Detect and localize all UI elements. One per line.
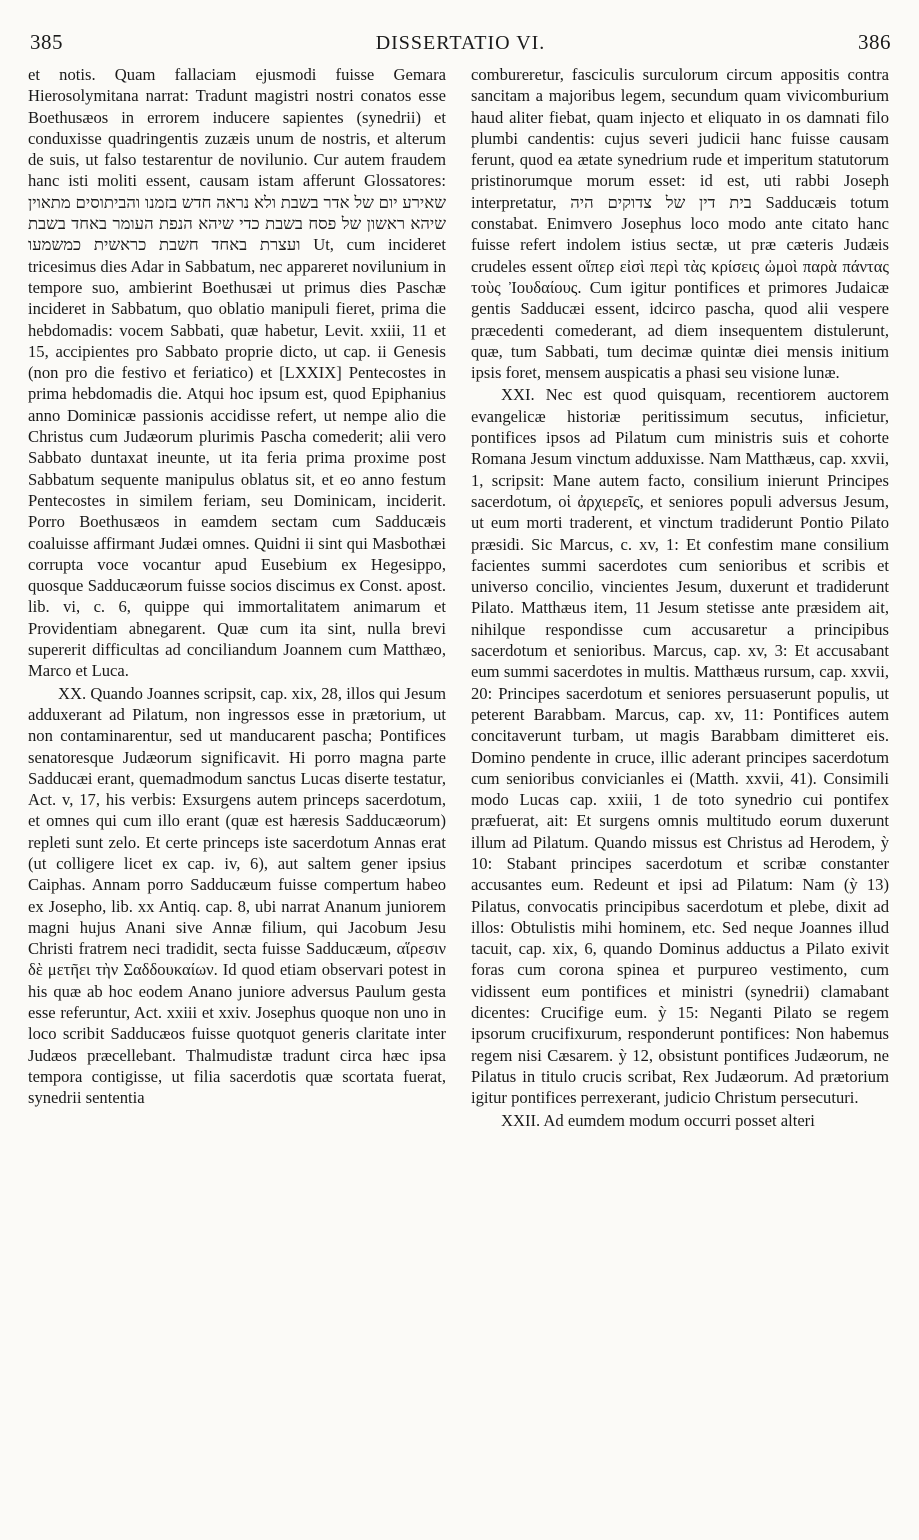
left-column [28, 64, 446, 1109]
page-number-right: 386 [857, 30, 891, 54]
paragraph-xxii: XXII. Ad eumdem modum occurri posset alteri [501, 1110, 815, 1130]
running-header [30, 30, 891, 60]
right-column [471, 64, 889, 1131]
paragraph: et notis. Quam fallaciam ejusmodi fuisse Gemara Hierosolymitana narrat: Tradunt magistri nostri conatos esse Boethusæos in errorem inducere sapientes (synedrii) et conduxisse quadringentis zuzæis unum de nostris, et alterum de suis, ut falso testarentur de novilunio. Cur autem fraudem hanc isti moliti essent, causam istam afferunt Glossatores: שאירע יום של אדר בשבת ולא נראה חדש בזמנו והביתוסים מתאוין שיהא ראשון של פסח בשבת כדי שיהא הנפת העומר באחד בשבת ועצרת באחד חשבת כראשית כמשמעו Ut, cum incideret tricesimus dies Adar in Sabbatum, nec appareret novilunium in tempore suo, ambierint Boethusæi ut primus dies Paschæ incideret in Sabbatum, quo oblatio manipuli fieret, prima die hebdomadis: vocem Sabbati, quæ habetur, Levit. xxiii, 11 et 15, accipientes pro Sabbato proprie dicto, ut cap. ii Genesis (non pro die festivo et feriatico) et [LXXIX] Pentecostes in prima hebdomadis die. Atqui hoc ipsum est, quod Epiphanius anno Dominicæ passionis accidisse refert, ut nempe alio die Christus cum Judæorum plurimis Pascha comederit; alii vero Sabbato duntaxat ineunte, ut ita feria prima proxime post Sabbatum sequente manipulus oblatus sit, et eo anno festum Pentecostes in similem feriam, seu Dominicam, inciderit. Porro Boethusæos in eamdem sectam cum Sadducæis coaluisse affirmant Judæi omnes. Quidni ii sint qui Masbothæi corrupta voce vocantur apud Eusebium ex Hegesippo, quosque Sadducæorum fuisse socios discimus ex Const. apost. lib. vi, c. 6, quippe qui immortalitatem animarum et Providentiam abnegarent. Quæ cum ita sint, nulla brevi supererit difficultas ad conciliandum Joannem cum Matthæo, Marco et Luca. [28, 65, 446, 681]
running-title: DISSERTATIO VI. [375, 32, 546, 54]
paragraph-xxi: XXI. Nec est quod quisquam, recentiorem auctorem evangelicæ historiæ peritissimum secutus, inficietur, pontifices ipsos ad Pilatum cum ministris suis et cohorte Romana Jesum vinctum adduxisse. Nam Matthæus, cap. xxvii, 1, scripsit: Mane autem facto, consilium inierunt Principes sacerdotum, οἱ ἀρχιερεῖς, et seniores populi adversus Jesum, ut eum morti traderent, et vinctum tradiderunt Pontio Pilato præsidi. Sic Marcus, c. xv, 1: Et confestim mane consilium facientes summi sacerdotes cum senioribus et scribis et universo concilio, vincientes Jesum, duxerunt et tradiderunt Pilato. Matthæus item, 11 Jesum stetisse ante præsidem ait, nihilque respondisse cum accusaretur a principibus sacerdotum et senioribus. Marcus, cap. xv, 3: Et accusabant eum summi sacerdotes in multis. Matthæus rursum, cap. xxvii, 20: Principes sacerdotum et seniores persuaserunt populis, ut peterent Barabbam. Marcus, cap. xv, 11: Pontifices autem concitaverunt turbam, ut magis Barabbam dimitteret eis. Domino pendente in cruce, illic aderant principes sacerdotum cum senioribus convicianles ei (Matth. xxvii, 41). Consimili modo Lucas cap. xxiii, 1 de toto synedrio cui pontifex præfuerat, ait: Et surgens omnis multitudo eorum duxerunt illum ad Pilatum. Quando missus est Christus ad Herodem, ỳ 10: Stabant principes sacerdotum et scribæ constanter accusantes eum. Redeunt et ipsi ad Pilatum: Nam (ỳ 13) Pilatus, convocatis principibus sacerdotum et plebe, dixit ad illos: Obtulistis mihi hominem, etc. Sed neque Joannes illud tacuit, cap. xix, 6, quando Dominus adductus a Pilato exivit foras cum corona spinea et purpureo vestimento, cum vidissent eum pontifices et ministri (synedrii) clamabant dicentes: Crucifige eum. ỳ 15: Neganti Pilato se regem ipsorum crucifixurum, responderunt pontifices: Non habemus regem nisi Cæsarem. ỳ 12, obsistunt pontifices Judæorum, ne Pilatus in titulo crucis scribat, Rex Judæorum. Ad prætorium igitur pontifices perrexerant, judicio Christum persecuturi. [471, 385, 889, 1108]
page-number-left: 385 [30, 30, 63, 54]
paragraph: combureretur, fasciculis surculorum circum appositis contra sancitam a majoribus legem, secundum quam vivicomburium haud aliter fiebat, quam injecto et eliquato in os damnati filo plumbi candentis: cujus severi judicii hanc fuisse causam ferunt, quod ea ætate synedrium rude et imperitum statutorum pristinorumque morum esset: id est, uti rabbi Joseph interpretatur, בית דין של צדוקים היה Sadducæis totum constabat. Enimvero Josephus loco modo ante citato hanc fuisse refert indolem istius sectæ, ut præ cæteris Judæis crudeles essent οἵπερ εἰσὶ περὶ τὰς κρίσεις ὠμοὶ παρὰ πάντας τοὺς Ἰουδαίους. Cum igitur pontifices et primores Judaicæ gentis Sadducæi essent, idcirco pascha, quod alii vespere præcedenti comederant, ad diem insequentem distulerunt, quæ, tum Sabbati, tum decimæ quintæ diei mensis initium ipsis foret, mensem auspicatis a phasi seu visione lunæ. [471, 65, 889, 383]
paragraph-xx: XX. Quando Joannes scripsit, cap. xix, 28, illos qui Jesum adduxerant ad Pilatum, non ingressos esse in prætorium, ut non contaminarentur, sed ut manducarent pascha; Pontifices senatoresque Judæorum significavit. Hi porro magna parte Sadducæi erant, quemadmodum sanctus Lucas diserte testatur, Act. v, 17, his verbis: Exsurgens autem princeps sacerdotum, et omnes qui cum illo erant (quæ est hæresis Sadducæorum) repleti sunt zelo. Et certe princeps iste sacerdotum Annas erat (ut colligere licet ex cap. iv, 6), aut saltem gener ipsius Caiphas. Annam porro Sadducæum fuisse compertum habeo ex Josepho, lib. xx Antiq. cap. 8, ubi narrat Ananum juniorem magni hujus Anani sive Annæ filium, qui Jacobum Jesu Christi fratrem neci tradidit, secta fuisse Sadducæum, αἵρεσιν δὲ μετῆει τὴν Σαδδουκαίων. Id quod etiam observari potest in his quæ ab hoc eodem Anano juniore adversus Paulum gesta esse referuntur, Act. xxiii et xxiv. Josephus quoque non uno in loco scribit Sadducæos fuisse quotquot generis claritate inter Judæos præcellebant. Thalmudistæ tradunt circa hæc ipsa tempora contigisse, ut filia sacerdotis quæ scortata fuerat, synedrii sententia [28, 683, 446, 1108]
